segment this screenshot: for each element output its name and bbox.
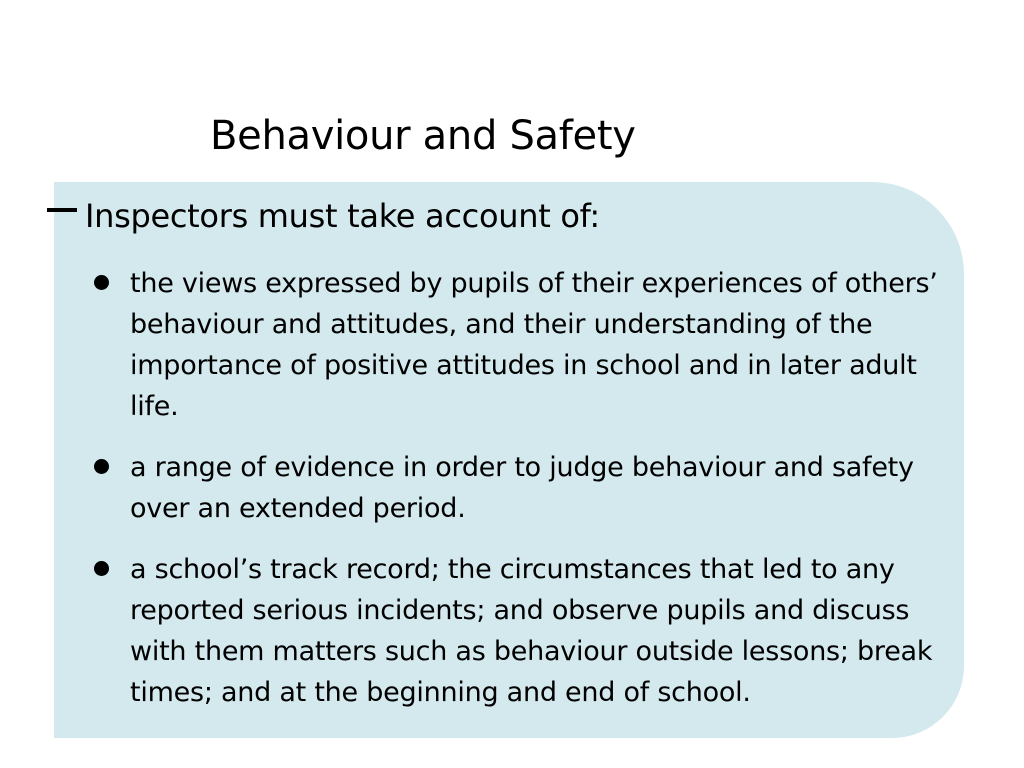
bullet-icon xyxy=(94,459,109,474)
slide-title: Behaviour and Safety xyxy=(210,113,636,159)
bullet-icon xyxy=(94,275,109,290)
dash-icon xyxy=(47,208,77,212)
bullet-item xyxy=(92,447,952,529)
bullet-icon xyxy=(94,561,109,576)
lead-text: Inspectors must take account of: xyxy=(85,197,600,235)
bullet-text: the views expressed by pupils of their experiences of others’ behaviour and attitudes, and their understanding of the importance of positive attitudes in school and in later adult life. xyxy=(130,268,938,422)
bullet-text: a range of evidence in order to judge behaviour and safety over an extended period. xyxy=(130,452,914,524)
bullet-item xyxy=(92,549,952,713)
bullet-text: a school’s track record; the circumstances that led to any reported serious incidents; and observe pupils and discuss with them matters such as behaviour outside lessons; break times; and at the beginning and end of school. xyxy=(130,554,933,708)
bullet-list xyxy=(92,263,952,733)
bullet-item xyxy=(92,263,952,427)
